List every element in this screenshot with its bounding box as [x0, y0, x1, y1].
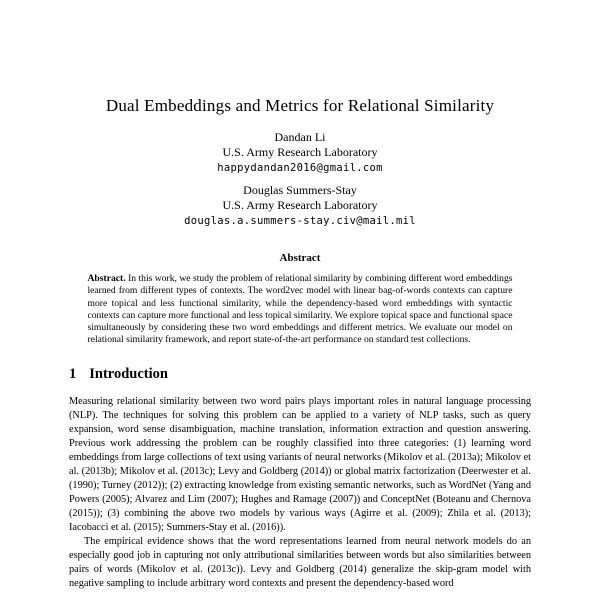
paragraph: The empirical evidence shows that the word representations learned from neural network models do an especially good job in capturing not only attributional similarities between words but also similarities between pairs of words (Mikolov et al. (2013c)). Levy and Goldberg (2014) generalize the skip-gram model with negative sampling to include arbitrary word contexts and present the dependency-based word — [69, 535, 531, 589]
section-body — [69, 395, 531, 591]
abstract-text — [88, 273, 513, 347]
abstract-body: In this work, we study the problem of relational similarity by combining different word embeddings learned from different types of contexts. The word2vec model with linear bag-of-words contexts can capture more topical and less functional similarity, while the dependency-based word embeddings with syntactic contexts can capture more functional and less topical similarity. We explore topical space and functional space simultaneously by considering these two word embeddings and different metrics. We evaluate our model on relational similarity framework, and report state-of-the-art performance on standard test collections. — [87, 273, 513, 346]
author-entry — [0, 130, 600, 176]
abstract-heading: Abstract — [279, 252, 321, 264]
author-email: happydandan2016@gmail.com — [217, 162, 383, 174]
author-name: Douglas Summers-Stay — [243, 183, 357, 197]
author-name: Dandan Li — [274, 130, 326, 144]
paper-title: Dual Embeddings and Metrics for Relational Similarity — [105, 96, 495, 115]
paragraph: Measuring relational similarity between two word pairs plays important roles in natural language processing (NLP). The techniques for solving this problem can be applied to a variety of NLP tasks, such as query expansion, word sense disambiguation, machine translation, information extraction and question answering. Previous work addressing the problem can be roughly classified into three categories: (1) learning word embeddings from large collections of text using variants of neural networks (Mikolov et al. (2013a); Mikolov et al. (2013b); Mikolov et al. (2013c); Levy and Goldberg (2014)) or global matrix factorization (Deerwester et al. (1990); Turney (2012)); (2) extracting knowledge from existing semantic networks, such as WordNet (Yang and Powers (2005); Alvarez and Lim (2007); Hughes and Ramage (2007)) and ConceptNet (Boteanu and Chernova (2015)); (3) combining the above two models by various ways (Agirre et al. (2009); Zhila et al. (2013); Iacobacci et al. (2015); Summers-Stay et al. (2016)). — [69, 395, 531, 533]
author-affiliation: U.S. Army Research Laboratory — [222, 145, 378, 159]
author-entry — [0, 183, 600, 229]
abstract-section — [88, 252, 513, 347]
author-email: douglas.a.summers-stay.civ@mail.mil — [184, 215, 416, 227]
abstract-lead: Abstract. — [87, 273, 126, 284]
author-block — [0, 130, 600, 229]
section-title: Introduction — [89, 365, 168, 382]
author-affiliation: U.S. Army Research Laboratory — [222, 198, 378, 212]
section-number: 1 — [69, 365, 77, 382]
section-heading — [69, 366, 600, 383]
